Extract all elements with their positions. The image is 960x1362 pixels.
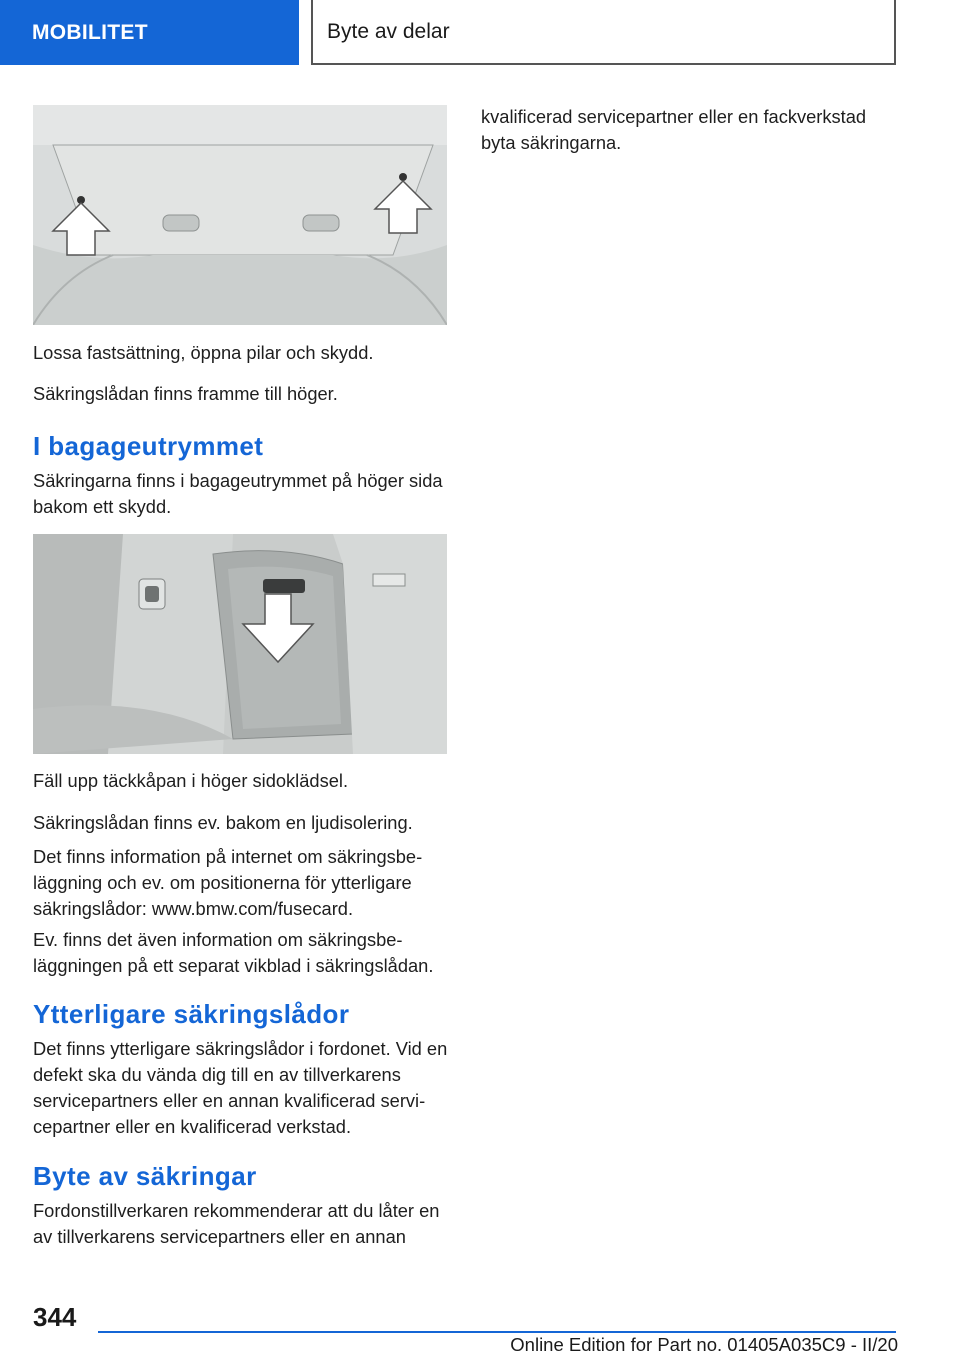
figure-engine-cover — [33, 105, 447, 325]
paragraph: Säkringslådan finns ev. bakom en ljudisolering. — [33, 812, 413, 833]
page-header-title: Byte av delar — [311, 0, 896, 65]
figure-2-caption: Fäll upp täckkåpan i höger sidoklädsel. — [33, 770, 349, 791]
paragraph: Det finns information på internet om säkringsbe- läggning och ev. om positionerna för ytterligare säkringslådor: www.bmw.com/fusecard. — [33, 846, 423, 919]
footer-rule — [98, 1331, 896, 1333]
section-tab: MOBILITET — [0, 0, 299, 65]
paragraph: Det finns ytterligare säkringslådor i fordonet. Vid en defekt ska du vända dig till en av tillverkarens servicepartners eller en annan kvalificerad servi- cepartner eller en kvalificerad verkstad. — [33, 1038, 448, 1137]
paragraph: Fordonstillverkaren rekommenderar att du låter en av tillverkarens servicepartners eller en annan — [33, 1200, 440, 1247]
figure-1-caption: Lossa fastsättning, öppna pilar och skydd. — [33, 342, 374, 363]
paragraph: Säkringslådan finns framme till höger. — [33, 383, 338, 404]
paragraph: Säkringarna finns i bagageutrymmet på höger sida bakom ett skydd. — [33, 470, 443, 517]
paragraph: Ev. finns det även information om säkringsbe- läggningen på ett separat vikblad i säkringslådan. — [33, 929, 434, 976]
section-heading: Ytterligare säkringslådor — [33, 999, 350, 1029]
figure-trunk-trim — [33, 534, 447, 754]
footer-edition: Online Edition for Part no. 01405A035C9 - II/20 — [510, 1334, 898, 1355]
section-heading: I bagageutrymmet — [33, 431, 264, 461]
section-heading: Byte av säkringar — [33, 1161, 257, 1191]
paragraph: kvalificerad servicepartner eller en fackverkstad byta säkringarna. — [481, 106, 867, 153]
page-number: 344 — [33, 1302, 77, 1332]
